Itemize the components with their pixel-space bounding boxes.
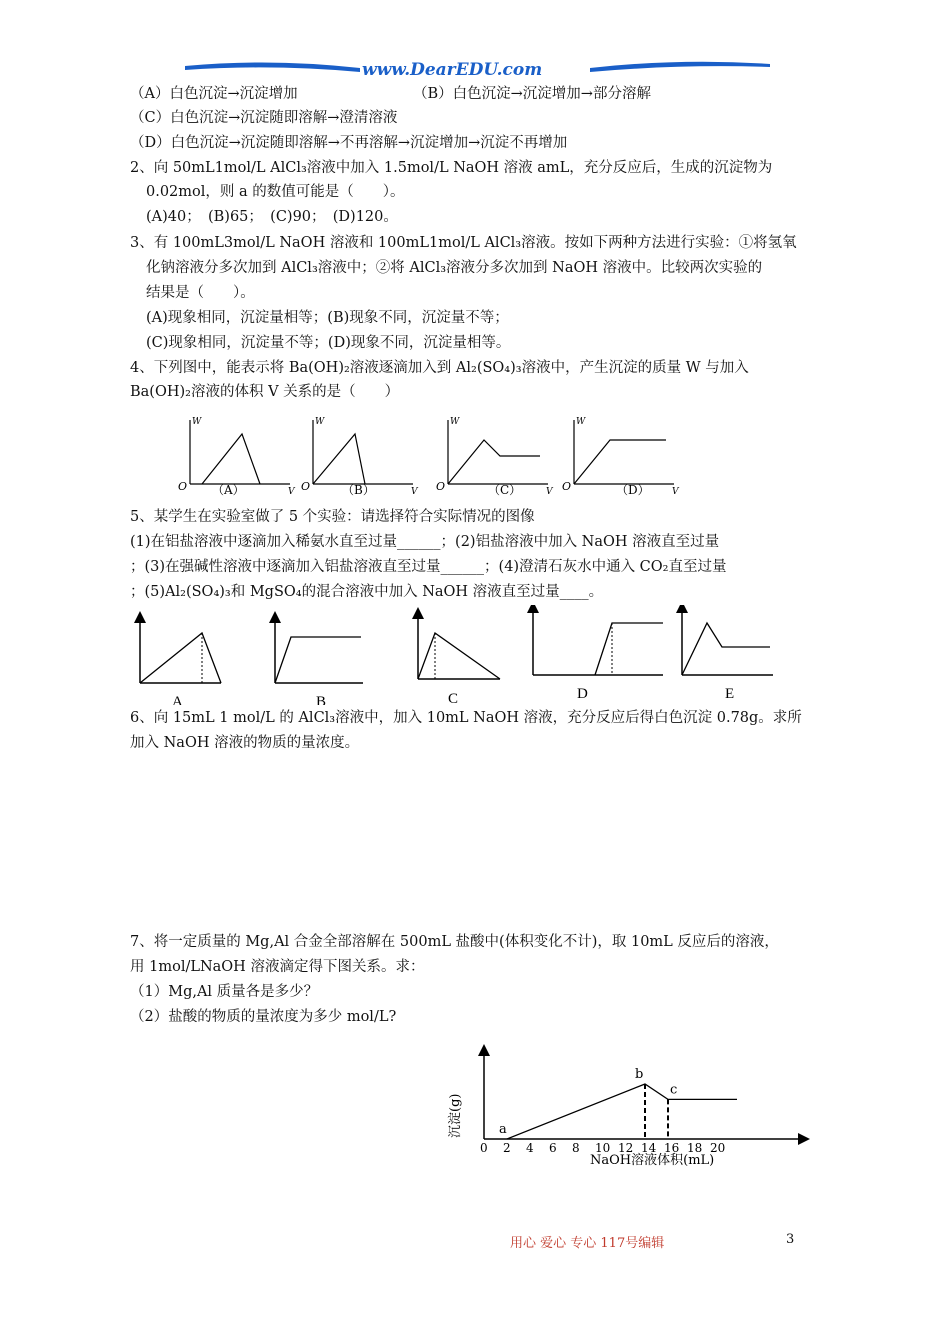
q7-xlabel: NaOH溶液体积(mL) (590, 1153, 715, 1168)
q7-tick-16: 16 (664, 1141, 680, 1155)
q4-graph-c (436, 417, 554, 497)
q4-graph-d (562, 417, 680, 497)
q3-opt2: (C)现象相同，沉淀量不等；(D)现象不同，沉淀量相等。 (146, 335, 511, 351)
footer-text: 用心 爱心 专心 117号编辑 (510, 1236, 665, 1251)
q7-sub1: （1）Mg,Al 质量各是多少？ (130, 984, 319, 1000)
q5-line3: ；(3)在强碱性溶液中逐滴加入铝盐溶液直至过量______；(4)澄清石灰水中通入 CO₂直至过量 (130, 559, 727, 575)
q7-sub2: （2）盐酸的物质的量浓度为多少 mol/L? (130, 1009, 397, 1025)
q4-line1: 4、下列图中，能表示将 Ba(OH)₂溶液逐滴加入到 Al₂(SO₄)₃溶液中，产生沉淀的质量 W 与加入 (130, 360, 749, 376)
q6-line1: 6、向 15mL 1 mol/L 的 AlCl₃溶液中，加入 10mL NaOH 溶液，充分反应后得白色沉淀 0.78g。求所 (130, 710, 802, 726)
q5-graph-d (533, 607, 663, 702)
q7-tick-18: 18 (687, 1141, 703, 1155)
q4-d-label: （D） (616, 483, 650, 497)
q7-point-a: a (499, 1122, 507, 1137)
q3-line3: 结果是（ ）。 (146, 285, 255, 301)
q5-label-a: A (172, 694, 183, 705)
q7-series-line (507, 1084, 737, 1139)
q7-tick-20: 20 (710, 1141, 726, 1155)
q4-a-o: O (178, 480, 188, 493)
q5-graph-b (275, 617, 363, 705)
q5-label-b: B (316, 694, 327, 705)
q7-tick-10: 10 (595, 1141, 611, 1155)
q2-line1: 2、向 50mL1mol/L AlCl₃溶液中加入 1.5mol/L NaOH 溶液 amL，充分反应后，生成的沉淀物为 (130, 160, 773, 176)
q7-tick-4: 4 (526, 1141, 534, 1155)
site-url[interactable]: www.DearEDU.com (362, 60, 543, 80)
q5-line2: (1)在铝盐溶液中逐滴加入稀氨水直至过量______；(2)铝盐溶液中加入 NaOH 溶液直至过量 (130, 534, 720, 550)
q5-graph-c (418, 613, 500, 705)
q1-option-a: （A）白色沉淀→沉淀增加 (130, 86, 298, 102)
q5-graph-e (682, 607, 773, 702)
q4-a-label: （A） (212, 483, 245, 497)
q4-b-o: O (301, 480, 311, 493)
q4-c-w: W (450, 417, 460, 427)
q4-b-w: W (315, 417, 325, 427)
q4-d-w: W (576, 417, 586, 427)
q5-graph-a (140, 617, 221, 705)
q7-tick-6: 6 (549, 1141, 557, 1155)
q5-label-c: C (448, 691, 459, 705)
q5-line4: ；(5)Al₂(SO₄)₃和 MgSO₄的混合溶液中加入 NaOH 溶液直至过量____。 (130, 584, 604, 600)
q4-graph-a (178, 417, 296, 497)
q4-graphs (170, 412, 690, 504)
q6-line2: 加入 NaOH 溶液的物质的量浓度。 (130, 735, 360, 751)
q4-b-label: （B） (342, 483, 375, 497)
q4-c-label: （C） (488, 483, 522, 497)
q4-c-v: V (546, 487, 553, 497)
q3-line1: 3、有 100mL3mol/L NaOH 溶液和 100mL1mol/L AlCl₃溶液。按如下两种方法进行实验：①将氢氧 (130, 235, 797, 251)
q5-label-d: D (577, 686, 588, 702)
q7-line2: 用 1mol/LNaOH 溶液滴定得下图关系。求： (130, 959, 425, 975)
q5-label-e: E (725, 686, 735, 702)
q7-point-c: c (670, 1082, 678, 1098)
q7-tick-8: 8 (572, 1141, 580, 1155)
q7-tick-2: 2 (503, 1141, 511, 1155)
q4-d-v: V (672, 487, 679, 497)
q7-tick-0: 0 (480, 1141, 488, 1155)
q7-tick-14: 14 (641, 1141, 657, 1155)
q7-ylabel: 沉淀(g) (448, 1093, 463, 1138)
page-number: 3 (786, 1232, 795, 1247)
q3-line2: 化钠溶液分多次加到 AlCl₃溶液中；②将 AlCl₃溶液分多次加到 NaOH 溶液中。比较两次实验的 (146, 260, 763, 276)
q4-a-v: V (288, 487, 295, 497)
q4-d-o: O (562, 480, 572, 493)
q4-graph-b (301, 417, 419, 497)
q4-c-o: O (436, 480, 446, 493)
q7-tick-12: 12 (618, 1141, 634, 1155)
q3-opt1: (A)现象相同，沉淀量相等；(B)现象不同，沉淀量不等； (146, 310, 509, 326)
q2-line2: 0.02mol，则 a 的数值可能是（ ）。 (146, 184, 405, 200)
q4-a-w: W (192, 417, 202, 427)
q5-line1: 5、某学生在实验室做了 5 个实验：请选择符合实际情况的图像 (130, 509, 535, 525)
q1-option-d: （D）白色沉淀→沉淀随即溶解→不再溶解→沉淀增加→沉淀不再增加 (130, 135, 568, 151)
q1-option-b: （B）白色沉淀→沉淀增加→部分溶解 (413, 86, 651, 102)
q5-graphs (125, 605, 795, 705)
q7-line1: 7、将一定质量的 Mg,Al 合金全部溶解在 500mL 盐酸中(体积变化不计)，取 10mL 反应后的溶液， (130, 934, 779, 950)
q4-line2: Ba(OH)₂溶液的体积 V 关系的是（ ） (130, 384, 400, 400)
q2-options: (A)40； (B)65； (C)90； (D)120。 (146, 209, 398, 225)
q4-b-v: V (411, 487, 418, 497)
q1-option-c: （C）白色沉淀→沉淀随即溶解→澄清溶液 (130, 110, 398, 126)
q7-chart (440, 1042, 820, 1172)
q7-point-b: b (635, 1067, 644, 1082)
